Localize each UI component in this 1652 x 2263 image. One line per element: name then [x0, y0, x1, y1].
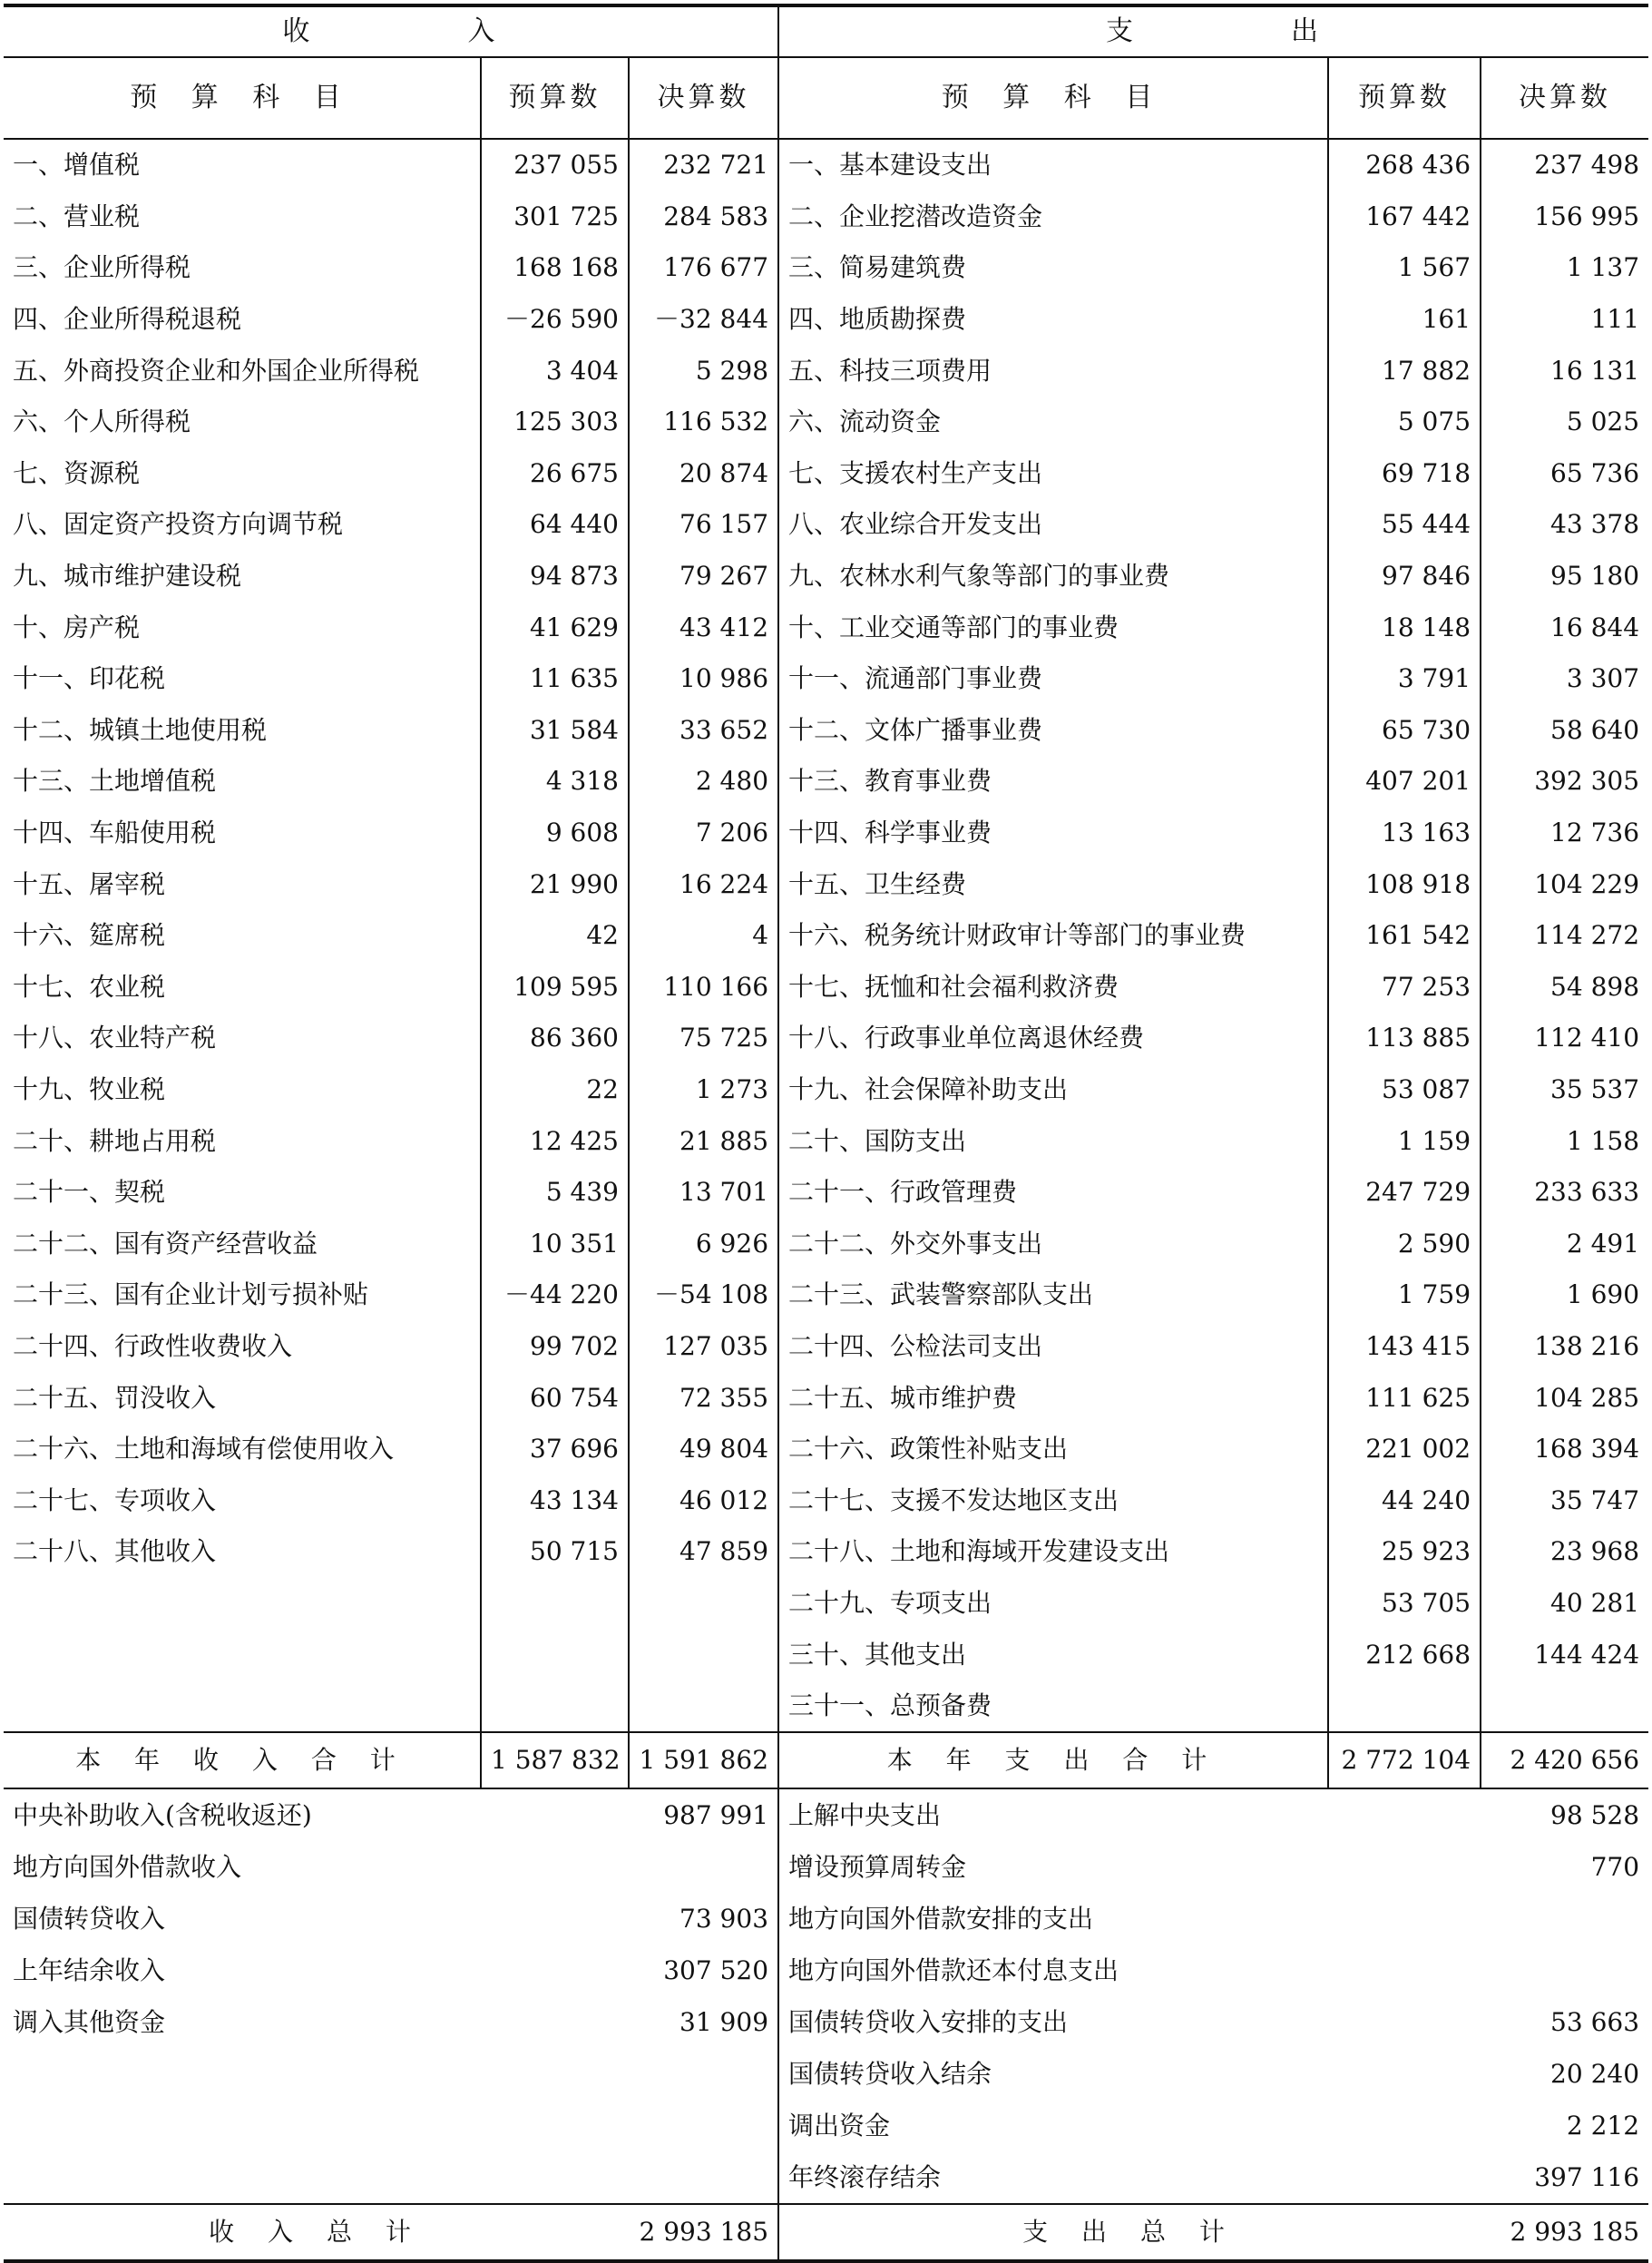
transfer-expense-value: 20 240 [1550, 2058, 1640, 2089]
expense-budget-value: 161 542 [1328, 910, 1481, 962]
income-final-value: 5 298 [629, 345, 778, 397]
transfer-expense-value: 397 116 [1534, 2161, 1640, 2192]
transfer-expense-value: 2 212 [1566, 2110, 1640, 2141]
income-total-final: 1 591 862 [629, 1732, 778, 1788]
income-final-value: 76 157 [629, 499, 778, 551]
expense-budget-value: 17 882 [1328, 345, 1481, 397]
income-final-value: 232 721 [629, 139, 778, 191]
income-item-name: 十九、牧业税 [13, 1073, 166, 1104]
expense-final-value [1481, 1680, 1648, 1733]
income-section-title: 收 入 [4, 5, 778, 57]
expense-item-name: 二十三、武装警察部队支出 [778, 1269, 1328, 1321]
transfer-expense-name: 地方向国外借款安排的支出 [778, 1893, 1481, 1945]
table-row [4, 242, 1648, 294]
income-final-value: 49 804 [629, 1424, 778, 1475]
expense-item-name: 二、企业挖潜改造资金 [778, 191, 1328, 243]
expense-item-name: 五、科技三项费用 [778, 345, 1328, 397]
table-row [4, 397, 1648, 448]
transfer-income-name: 地方向国外借款收入 [13, 1851, 242, 1882]
transfer-row [4, 1893, 1648, 1945]
expense-budget-value: 65 730 [1328, 705, 1481, 757]
income-item-name: 十、房产税 [13, 612, 141, 642]
table-row [4, 551, 1648, 602]
transfer-row [4, 1788, 1648, 1841]
income-final-value: 127 035 [629, 1321, 778, 1373]
table-row [4, 1218, 1648, 1269]
income-item-name: 一、增值税 [13, 150, 141, 181]
income-budget-value: 50 715 [481, 1526, 629, 1578]
income-budget-value: 64 440 [481, 499, 629, 551]
income-final-value: 16 224 [629, 858, 778, 910]
income-budget-value: 5 439 [481, 1167, 629, 1219]
expense-item-name: 十九、社会保障补助支出 [778, 1064, 1328, 1116]
expense-budget-value: 97 846 [1328, 551, 1481, 602]
table-row [4, 808, 1648, 859]
table-row [4, 858, 1648, 910]
table-row [4, 139, 1648, 191]
expense-item-name: 十三、教育事业费 [778, 756, 1328, 808]
expense-final-value: 138 216 [1481, 1321, 1648, 1373]
expense-budget-value: 111 625 [1328, 1372, 1481, 1424]
expense-item-name: 二十四、公检法司支出 [778, 1321, 1328, 1373]
transfer-expense-value [1481, 1945, 1648, 1996]
transfer-expense-value: 53 663 [1550, 2006, 1640, 2037]
income-item-name [4, 1680, 481, 1733]
income-item-name: 二十八、其他收入 [13, 1536, 217, 1567]
table-row [4, 1115, 1648, 1167]
table-row [4, 653, 1648, 705]
expense-grand-total-value: 2 993 185 [1481, 2204, 1648, 2261]
income-budget-value: 301 725 [481, 191, 629, 243]
income-item-name: 二、营业税 [13, 201, 141, 231]
table-row [4, 705, 1648, 757]
expense-final-value: 156 995 [1481, 191, 1648, 243]
expense-final-value: 16 844 [1481, 602, 1648, 653]
transfer-income-value: 987 991 [663, 1799, 769, 1830]
expense-item-name: 二十八、土地和海域开发建设支出 [778, 1526, 1328, 1578]
transfer-income-name: 中央补助收入(含税收返还) [13, 1799, 312, 1830]
income-final-value: 116 532 [629, 397, 778, 448]
expense-budget-value: 77 253 [1328, 962, 1481, 1014]
transfer-income-value: 73 903 [679, 1903, 769, 1934]
income-final-value: 4 [629, 910, 778, 962]
expense-final-value: 144 424 [1481, 1629, 1648, 1680]
income-item-name: 十三、土地增值税 [13, 766, 217, 797]
income-budget-value: －26 590 [481, 294, 629, 346]
expense-item-name: 七、支援农村生产支出 [778, 448, 1328, 500]
income-item-name: 十六、筵席税 [13, 920, 166, 951]
income-final-value: 72 355 [629, 1372, 778, 1424]
expense-item-name: 三、简易建筑费 [778, 242, 1328, 294]
expense-item-name: 二十七、支援不发达地区支出 [778, 1474, 1328, 1526]
table-row [4, 191, 1648, 243]
income-budget-value: 9 608 [481, 808, 629, 859]
transfer-income-value [629, 2151, 778, 2204]
income-final-value: 33 652 [629, 705, 778, 757]
income-budget-value: 22 [481, 1064, 629, 1116]
expense-budget-value: 2 590 [1328, 1218, 1481, 1269]
income-grand-total-label: 收 入 总 计 [4, 2204, 629, 2261]
income-budget-value: 237 055 [481, 139, 629, 191]
transfer-expense-name: 地方向国外借款还本付息支出 [778, 1945, 1481, 1996]
income-item-name: 二十一、契税 [13, 1177, 166, 1208]
income-item-name [4, 1578, 481, 1630]
expense-item-name: 十一、流通部门事业费 [778, 653, 1328, 705]
expense-final-value: 43 378 [1481, 499, 1648, 551]
income-final-value [629, 1629, 778, 1680]
table-row [4, 602, 1648, 653]
transfer-expense-name: 国债转贷收入结余 [778, 2048, 1481, 2100]
income-final-value: 20 874 [629, 448, 778, 500]
income-final-value: 75 725 [629, 1013, 778, 1064]
transfer-row [4, 1996, 1648, 2048]
expense-total-budget: 2 772 104 [1328, 1732, 1481, 1788]
expense-budget-value: 69 718 [1328, 448, 1481, 500]
income-budget-value [481, 1680, 629, 1733]
expense-final-value: 16 131 [1481, 345, 1648, 397]
transfer-expense-value: 770 [1590, 1851, 1640, 1882]
income-budget-value [481, 1629, 629, 1680]
income-budget-value: 11 635 [481, 653, 629, 705]
income-final-value: －32 844 [629, 294, 778, 346]
income-item-name: 九、城市维护建设税 [13, 561, 242, 592]
income-item-name: 二十七、专项收入 [13, 1484, 217, 1515]
expense-final-value: 54 898 [1481, 962, 1648, 1014]
expense-final-value: 104 229 [1481, 858, 1648, 910]
income-budget-value [481, 1578, 629, 1630]
transfer-row [4, 1945, 1648, 1996]
transfer-income-name: 调入其他资金 [13, 2006, 166, 2037]
income-final-value: 10 986 [629, 653, 778, 705]
expense-item-name: 三十、其他支出 [778, 1629, 1328, 1680]
transfer-expense-name: 年终滚存结余 [778, 2151, 1481, 2204]
table-row [4, 1321, 1648, 1373]
income-budget-value: 37 696 [481, 1424, 629, 1475]
expense-item-name: 十八、行政事业单位离退休经费 [778, 1013, 1328, 1064]
expense-budget-value: 53 087 [1328, 1064, 1481, 1116]
expense-total-label: 本 年 支 出 合 计 [778, 1732, 1328, 1788]
expense-item-header: 预 算 科 目 [778, 57, 1328, 139]
income-budget-value: 125 303 [481, 397, 629, 448]
income-item-name: 二十、耕地占用税 [13, 1125, 217, 1156]
expense-final-value: 23 968 [1481, 1526, 1648, 1578]
transfer-income-value [629, 1841, 778, 1893]
table-row [4, 962, 1648, 1014]
expense-item-name: 二十六、政策性补贴支出 [778, 1424, 1328, 1475]
expense-final-value: 168 394 [1481, 1424, 1648, 1475]
transfer-income-value [629, 2100, 778, 2151]
income-item-name: 十七、农业税 [13, 971, 166, 1002]
income-budget-value: 42 [481, 910, 629, 962]
transfer-income-name: 上年结余收入 [13, 1954, 166, 1985]
expense-item-name: 十二、文体广播事业费 [778, 705, 1328, 757]
expense-final-value: 35 747 [1481, 1474, 1648, 1526]
transfer-income-name: 国债转贷收入 [13, 1903, 166, 1934]
table-row [4, 294, 1648, 346]
income-item-name: 二十六、土地和海域有偿使用收入 [13, 1434, 395, 1465]
table-row [4, 1424, 1648, 1475]
expense-budget-value: 108 918 [1328, 858, 1481, 910]
income-item-name: 二十五、罚没收入 [13, 1382, 217, 1413]
expense-budget-value: 1 759 [1328, 1269, 1481, 1321]
expense-item-name: 十六、税务统计财政审计等部门的事业费 [778, 910, 1328, 962]
transfer-row [4, 2100, 1648, 2151]
expense-budget-value: 55 444 [1328, 499, 1481, 551]
expense-budget-value: 143 415 [1328, 1321, 1481, 1373]
table-row [4, 1167, 1648, 1219]
expense-budget-value: 53 705 [1328, 1578, 1481, 1630]
table-row [4, 910, 1648, 962]
income-item-name: 二十三、国有企业计划亏损补贴 [13, 1279, 369, 1310]
income-item-name: 四、企业所得税退税 [13, 304, 242, 335]
expense-item-name: 十五、卫生经费 [778, 858, 1328, 910]
expense-budget-value: 1 567 [1328, 242, 1481, 294]
transfer-row [4, 1841, 1648, 1893]
expense-budget-value: 268 436 [1328, 139, 1481, 191]
income-budget-value: 21 990 [481, 858, 629, 910]
income-grand-total-value: 2 993 185 [629, 2204, 778, 2261]
expense-item-name: 六、流动资金 [778, 397, 1328, 448]
expense-item-name: 十四、科学事业费 [778, 808, 1328, 859]
income-budget-value: 99 702 [481, 1321, 629, 1373]
grand-total-row [4, 2204, 1648, 2261]
table-row [4, 448, 1648, 500]
income-final-value: 110 166 [629, 962, 778, 1014]
income-item-name: 十二、城镇土地使用税 [13, 714, 268, 745]
income-final-value: 47 859 [629, 1526, 778, 1578]
income-final-value: 43 412 [629, 602, 778, 653]
expense-budget-value: 5 075 [1328, 397, 1481, 448]
income-item-name: 五、外商投资企业和外国企业所得税 [13, 355, 420, 386]
expense-final-value: 12 736 [1481, 808, 1648, 859]
expense-item-name: 一、基本建设支出 [778, 139, 1328, 191]
expense-budget-value: 407 201 [1328, 756, 1481, 808]
table-row [4, 1372, 1648, 1424]
transfer-row [4, 2151, 1648, 2204]
income-final-value [629, 1578, 778, 1630]
expense-item-name: 二十五、城市维护费 [778, 1372, 1328, 1424]
budget-table [4, 4, 1648, 2263]
expense-final-value: 5 025 [1481, 397, 1648, 448]
income-budget-value: 41 629 [481, 602, 629, 653]
income-item-name: 十八、农业特产税 [13, 1023, 217, 1053]
transfer-expense-value: 98 528 [1550, 1799, 1640, 1830]
expense-item-name: 二十二、外交外事支出 [778, 1218, 1328, 1269]
transfer-expense-name: 国债转贷收入安排的支出 [778, 1996, 1481, 2048]
transfer-expense-value [1481, 1893, 1648, 1945]
income-item-name [4, 1629, 481, 1680]
income-item-name: 二十四、行政性收费收入 [13, 1330, 293, 1361]
income-budget-value: 43 134 [481, 1474, 629, 1526]
income-budget-value: 31 584 [481, 705, 629, 757]
expense-budget-header: 预算数 [1328, 57, 1481, 139]
expense-budget-value: 3 791 [1328, 653, 1481, 705]
transfer-row [4, 2048, 1648, 2100]
expense-final-value: 35 537 [1481, 1064, 1648, 1116]
expense-item-name: 三十一、总预备费 [778, 1680, 1328, 1733]
expense-item-name: 十七、抚恤和社会福利救济费 [778, 962, 1328, 1014]
income-budget-header: 预算数 [481, 57, 629, 139]
income-final-value: 2 480 [629, 756, 778, 808]
expense-final-value: 114 272 [1481, 910, 1648, 962]
table-row [4, 345, 1648, 397]
expense-budget-value: 247 729 [1328, 1167, 1481, 1219]
income-item-name: 二十二、国有资产经营收益 [13, 1228, 318, 1259]
table-row [4, 1474, 1648, 1526]
expense-final-value: 95 180 [1481, 551, 1648, 602]
income-final-value: 79 267 [629, 551, 778, 602]
expense-budget-value: 25 923 [1328, 1526, 1481, 1578]
expense-final-header: 决算数 [1481, 57, 1648, 139]
income-item-name: 十四、车船使用税 [13, 818, 217, 848]
income-final-value: －54 108 [629, 1269, 778, 1321]
expense-final-value: 2 491 [1481, 1218, 1648, 1269]
transfer-income-value: 31 909 [679, 2006, 769, 2037]
income-final-value: 7 206 [629, 808, 778, 859]
annual-total-row [4, 1732, 1648, 1788]
expense-final-value: 65 736 [1481, 448, 1648, 500]
expense-final-value: 111 [1481, 294, 1648, 346]
expense-item-name: 二十一、行政管理费 [778, 1167, 1328, 1219]
expense-final-value: 233 633 [1481, 1167, 1648, 1219]
expense-budget-value: 13 163 [1328, 808, 1481, 859]
income-budget-value: 168 168 [481, 242, 629, 294]
expense-final-value: 58 640 [1481, 705, 1648, 757]
expense-budget-value: 221 002 [1328, 1424, 1481, 1475]
income-item-name: 六、个人所得税 [13, 407, 191, 437]
transfer-income-name [4, 2100, 629, 2151]
expense-budget-value: 44 240 [1328, 1474, 1481, 1526]
expense-item-name: 九、农林水利气象等部门的事业费 [778, 551, 1328, 602]
transfer-expense-name: 上解中央支出 [778, 1788, 1481, 1841]
income-final-value: 21 885 [629, 1115, 778, 1167]
expense-final-value: 40 281 [1481, 1578, 1648, 1630]
income-item-name: 十五、屠宰税 [13, 868, 166, 899]
income-final-header: 决算数 [629, 57, 778, 139]
income-budget-value: －44 220 [481, 1269, 629, 1321]
income-item-name: 十一、印花税 [13, 663, 166, 694]
expense-budget-value: 212 668 [1328, 1629, 1481, 1680]
expense-budget-value [1328, 1680, 1481, 1733]
table-row [4, 1680, 1648, 1733]
section-header-row [4, 5, 1648, 57]
expense-item-name: 二十九、专项支出 [778, 1578, 1328, 1630]
expense-grand-total-label: 支 出 总 计 [778, 2204, 1481, 2261]
income-final-value: 284 583 [629, 191, 778, 243]
income-budget-value: 4 318 [481, 756, 629, 808]
table-row [4, 1629, 1648, 1680]
transfer-income-value [629, 2048, 778, 2100]
expense-final-value: 1 158 [1481, 1115, 1648, 1167]
income-total-budget: 1 587 832 [481, 1732, 629, 1788]
expense-section-title: 支 出 [778, 5, 1648, 57]
expense-final-value: 1 690 [1481, 1269, 1648, 1321]
income-budget-value: 3 404 [481, 345, 629, 397]
expense-final-value: 104 285 [1481, 1372, 1648, 1424]
table-row [4, 1013, 1648, 1064]
income-final-value [629, 1680, 778, 1733]
table-row [4, 1269, 1648, 1321]
expense-item-name: 十、工业交通等部门的事业费 [778, 602, 1328, 653]
table-row [4, 1578, 1648, 1630]
transfer-expense-name: 调出资金 [778, 2100, 1481, 2151]
income-budget-value: 94 873 [481, 551, 629, 602]
income-item-name: 三、企业所得税 [13, 252, 191, 283]
expense-final-value: 3 307 [1481, 653, 1648, 705]
income-budget-value: 10 351 [481, 1218, 629, 1269]
expense-budget-value: 18 148 [1328, 602, 1481, 653]
column-header-row [4, 57, 1648, 139]
income-budget-value: 86 360 [481, 1013, 629, 1064]
table-row [4, 499, 1648, 551]
income-final-value: 13 701 [629, 1167, 778, 1219]
income-item-name: 七、资源税 [13, 457, 141, 488]
expense-budget-value: 167 442 [1328, 191, 1481, 243]
expense-budget-value: 113 885 [1328, 1013, 1481, 1064]
income-final-value: 1 273 [629, 1064, 778, 1116]
income-item-header: 预 算 科 目 [4, 57, 481, 139]
expense-final-value: 392 305 [1481, 756, 1648, 808]
income-budget-value: 60 754 [481, 1372, 629, 1424]
expense-total-final: 2 420 656 [1481, 1732, 1648, 1788]
transfer-expense-name: 增设预算周转金 [778, 1841, 1481, 1893]
expense-item-name: 四、地质勘探费 [778, 294, 1328, 346]
income-budget-value: 26 675 [481, 448, 629, 500]
expense-item-name: 二十、国防支出 [778, 1115, 1328, 1167]
expense-budget-value: 161 [1328, 294, 1481, 346]
income-budget-value: 12 425 [481, 1115, 629, 1167]
income-final-value: 46 012 [629, 1474, 778, 1526]
expense-final-value: 237 498 [1481, 139, 1648, 191]
transfer-income-value: 307 520 [663, 1954, 769, 1985]
expense-item-name: 八、农业综合开发支出 [778, 499, 1328, 551]
transfer-income-name [4, 2151, 629, 2204]
transfer-income-name [4, 2048, 629, 2100]
income-item-name: 八、固定资产投资方向调节税 [13, 509, 344, 540]
table-row [4, 1526, 1648, 1578]
expense-final-value: 112 410 [1481, 1013, 1648, 1064]
income-budget-value: 109 595 [481, 962, 629, 1014]
income-final-value: 176 677 [629, 242, 778, 294]
income-total-label: 本 年 收 入 合 计 [4, 1732, 481, 1788]
expense-budget-value: 1 159 [1328, 1115, 1481, 1167]
income-final-value: 6 926 [629, 1218, 778, 1269]
table-row [4, 756, 1648, 808]
expense-final-value: 1 137 [1481, 242, 1648, 294]
table-row [4, 1064, 1648, 1116]
